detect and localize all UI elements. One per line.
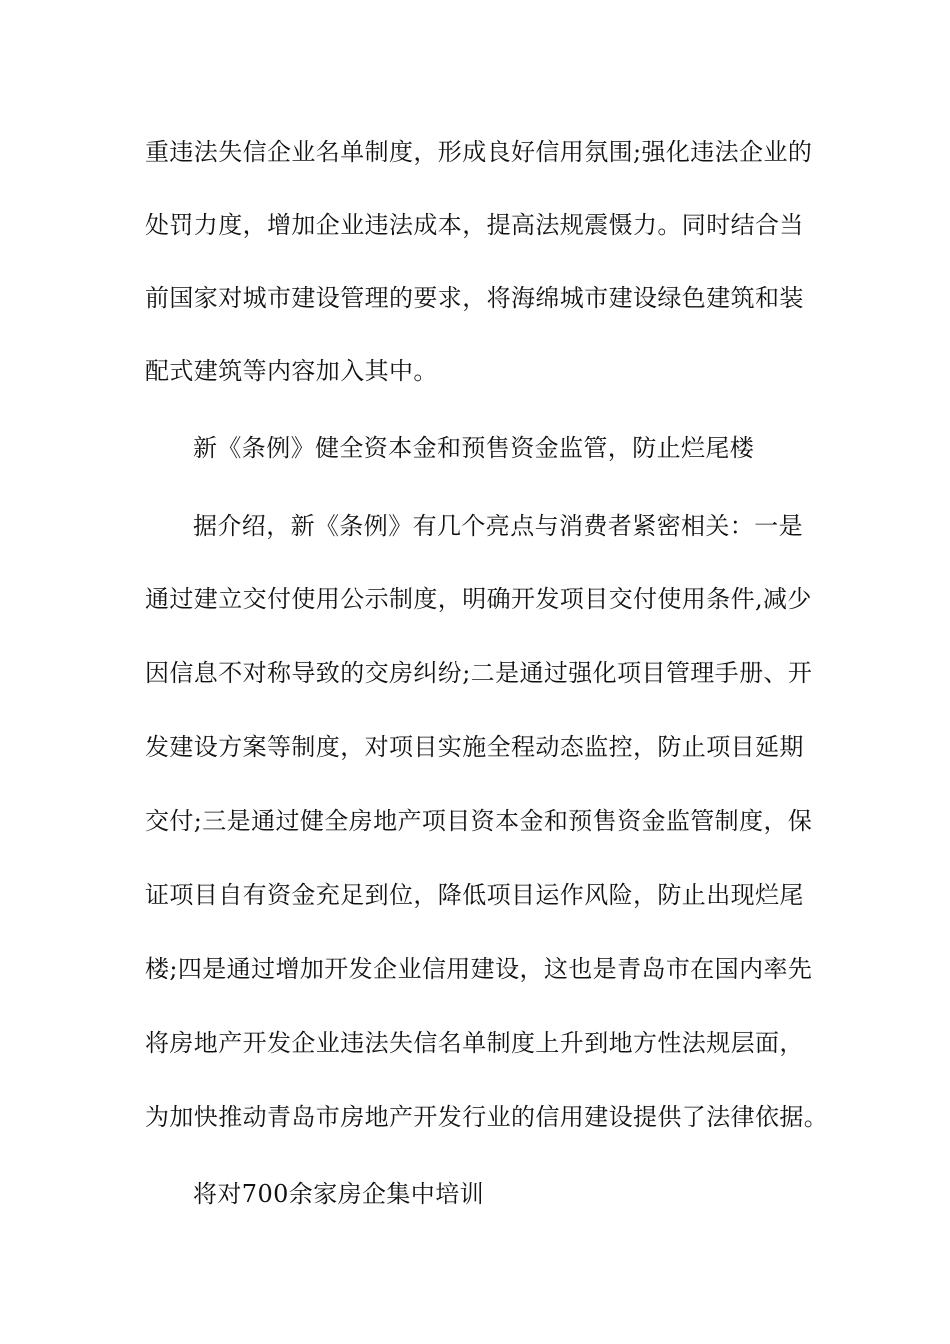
text-line: 交付;三是通过健全房地产项目资本金和预售资金监管制度，保 [145,807,813,835]
section-heading: 新《条例》健全资本金和预售资金监管，防止烂尾楼 [193,434,755,462]
text-line: 重违法失信企业名单制度，形成良好信用氛围;强化违法企业的 [145,138,813,166]
text-line: 处罚力度，增加企业违法成本，提高法规震慑力。同时结合当 [145,211,804,239]
text-line: 前国家对城市建设管理的要求，将海绵城市建设绿色建筑和装 [145,284,804,312]
text-line: 证项目自有资金充足到位，降低项目运作风险，防止出现烂尾 [145,881,804,909]
text-line: 据介绍，新《条例》有几个亮点与消费者紧密相关：一是 [193,512,803,540]
section-heading: 将对700余家房企集中培训 [193,1180,485,1208]
text-line: 通过建立交付使用公示制度，明确开发项目交付使用条件,减少 [145,585,812,613]
text-line: 因信息不对称导致的交房纠纷;二是通过强化项目管理手册、开 [145,659,813,687]
text-line: 将房地产开发企业违法失信名单制度上升到地方性法规层面， [145,1029,804,1057]
text-line: 楼;四是通过增加开发企业信用建设，这也是青岛市在国内率先 [145,955,813,983]
text-line: 为加快推动青岛市房地产开发行业的信用建设提供了法律依据。 [145,1103,829,1131]
text-line: 配式建筑等内容加入其中。 [145,357,438,385]
text-line: 发建设方案等制度，对项目实施全程动态监控，防止项目延期 [145,733,804,761]
